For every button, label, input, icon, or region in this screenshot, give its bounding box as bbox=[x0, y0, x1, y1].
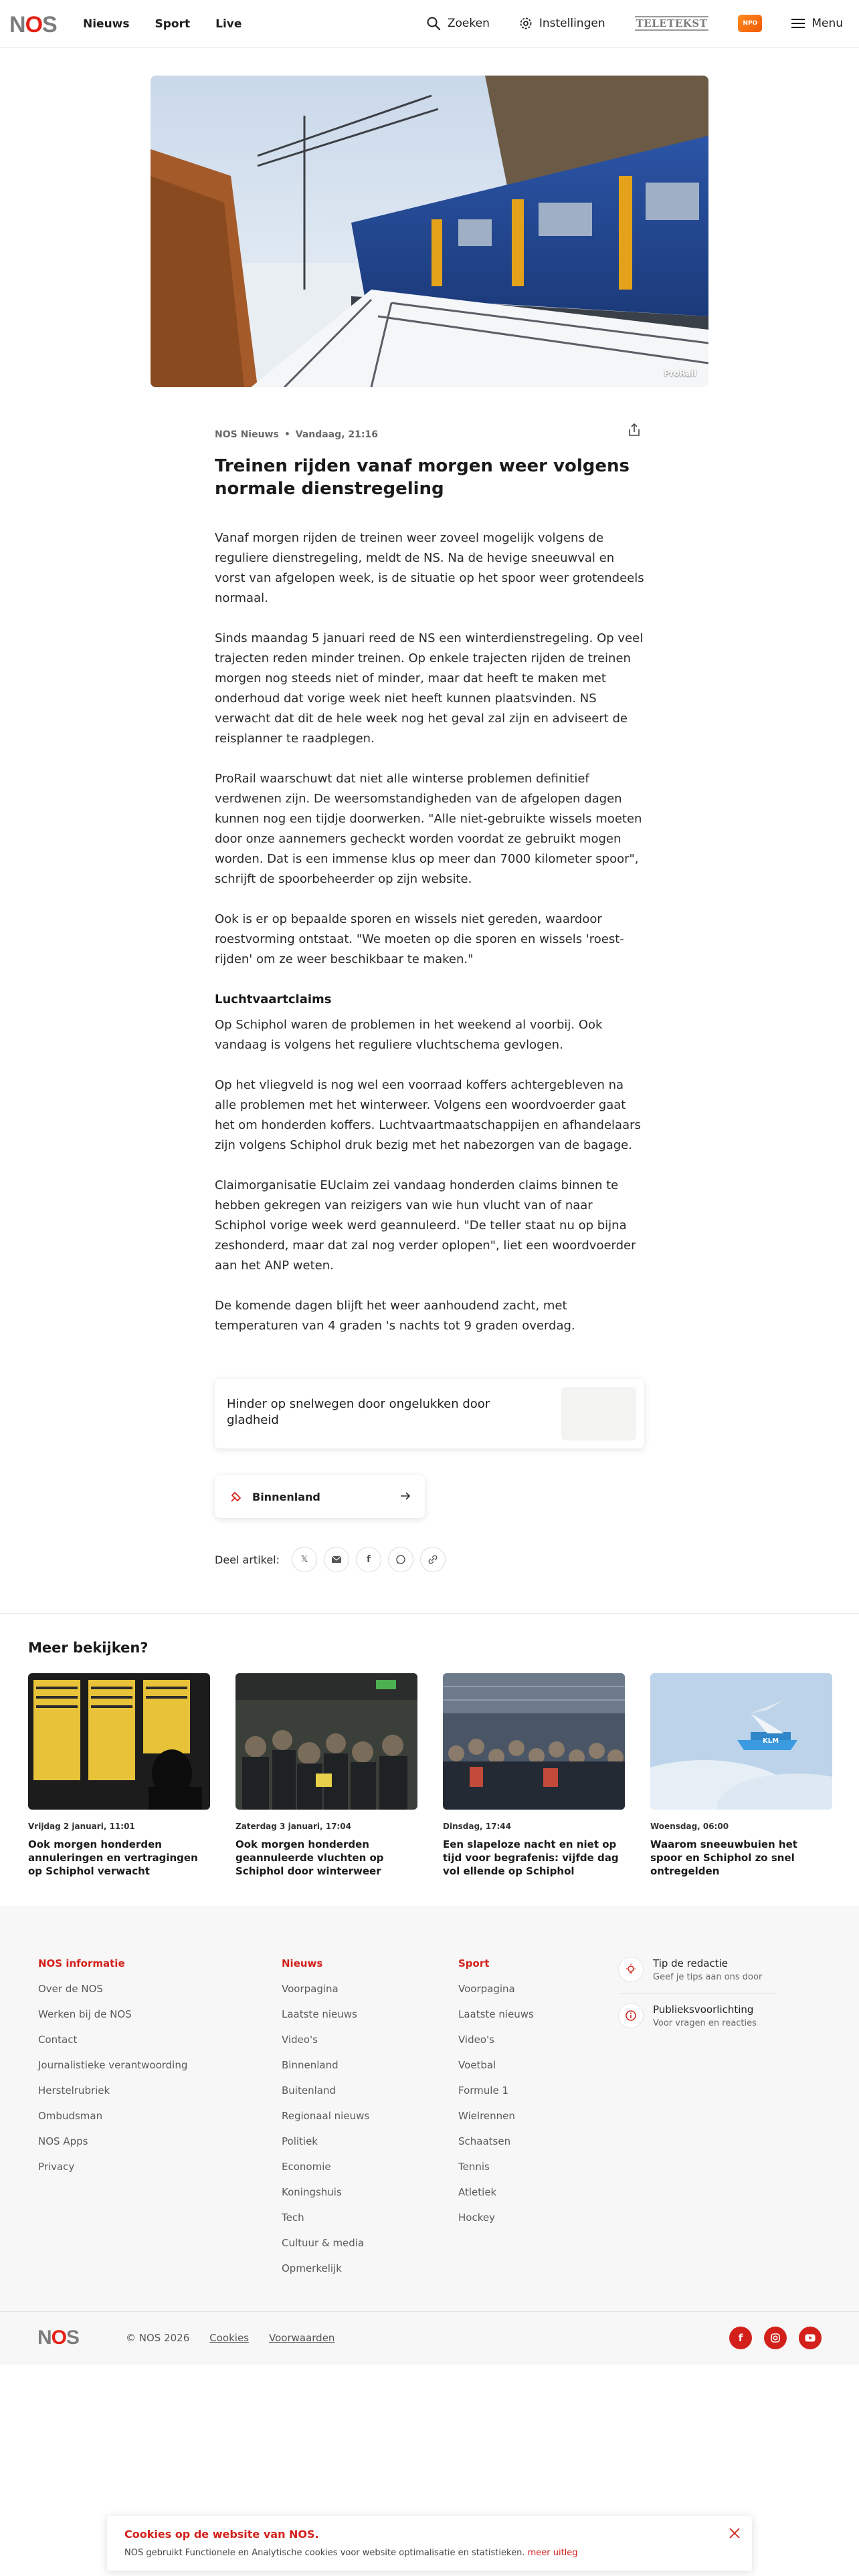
footer-link[interactable]: Buitenland bbox=[282, 2084, 336, 2097]
info-icon bbox=[618, 2003, 644, 2028]
footer-link[interactable]: Atletiek bbox=[458, 2186, 497, 2198]
more-card[interactable] bbox=[28, 1673, 210, 1878]
share-facebook-button[interactable] bbox=[356, 1547, 381, 1572]
related-article-thumbnail bbox=[561, 1387, 636, 1440]
cookies-link[interactable]: Cookies bbox=[209, 2332, 249, 2344]
footer-link[interactable]: Formule 1 bbox=[458, 2084, 508, 2097]
settings-button[interactable] bbox=[519, 17, 605, 30]
footer-link[interactable]: Economie bbox=[282, 2161, 331, 2173]
article-paragraph: De komende dagen blijft het weer aanhoudend zacht, met temperaturen van 4 graden 's nachts tot 9 graden overdag. bbox=[215, 1299, 575, 1333]
footer-link[interactable]: Werken bij de NOS bbox=[38, 2008, 132, 2020]
search-label: Zoeken bbox=[447, 17, 490, 30]
tag-binnenland-button[interactable] bbox=[215, 1475, 425, 1518]
more-card[interactable] bbox=[443, 1673, 625, 1878]
footer-link[interactable]: Hockey bbox=[458, 2212, 495, 2224]
meta-separator: • bbox=[284, 429, 290, 440]
article-paragraph: Claimorganisatie EUclaim zei vandaag honderden claims binnen te hebben gekregen van reizigers van wie hun vlucht van of naar Schiphol vorige week werd geannuleerd. "De teller staat nu op bijna zeshonderd, maar dat zal nog verder oplopen", liet een woordvoerder aan het ANP weten. bbox=[215, 1178, 636, 1273]
more-card-image bbox=[28, 1673, 210, 1810]
site-footer bbox=[0, 1906, 859, 2311]
npo-logo[interactable]: NPO bbox=[738, 15, 762, 32]
footer-link[interactable]: Video's bbox=[458, 2034, 494, 2046]
footer-link[interactable]: Laatste nieuws bbox=[282, 2008, 357, 2020]
share-link-button[interactable] bbox=[420, 1547, 446, 1572]
footer-link[interactable]: Privacy bbox=[38, 2161, 75, 2173]
footer-link[interactable]: Politiek bbox=[282, 2135, 318, 2147]
photo-credit: ProRail bbox=[664, 368, 696, 378]
article-timestamp: Vandaag, 21:16 bbox=[295, 429, 378, 440]
share-label: Deel artikel: bbox=[215, 1553, 280, 1566]
cookie-banner bbox=[107, 2516, 752, 2571]
hero-image bbox=[151, 76, 708, 387]
tag-icon bbox=[229, 1490, 243, 1503]
footer-link[interactable]: Tech bbox=[282, 2212, 304, 2224]
contact-subtitle: Geef je tips aan ons door bbox=[653, 1972, 763, 1982]
more-card-image bbox=[650, 1673, 832, 1810]
article-paragraph: Op Schiphol waren de problemen in het weekend al voorbij. Ook vandaag is volgens het reguliere vluchtschema gevlogen. bbox=[215, 1018, 603, 1052]
nav-live[interactable]: Live bbox=[215, 17, 242, 31]
header-actions bbox=[426, 15, 843, 32]
whatsapp-icon bbox=[395, 1554, 406, 1565]
footer-link[interactable]: Voorpagina bbox=[282, 1983, 339, 1995]
more-card-title: Een slapeloze nacht en niet op tijd voor begrafenis: vijfde dag vol ellende op Schiphol bbox=[443, 1838, 619, 1877]
more-card-date: Zaterdag 3 januari, 17:04 bbox=[235, 1822, 351, 1831]
article-subheading: Luchtvaartclaims bbox=[215, 992, 332, 1006]
footer-col-sport bbox=[458, 1957, 534, 2236]
nos-logo[interactable]: NOS bbox=[9, 12, 57, 37]
article-paragraph: Op het vliegveld is nog wel een voorraad koffers achtergebleven na alle problemen met het winterweer. Volgens een woordvoerder gaat het om honderden koffers. Luchtvaartmaatschappijen en afhandelaars zijn volgens Schiphol druk bezig met het nabezorgen van de bagage. bbox=[215, 1078, 641, 1152]
related-article-card[interactable] bbox=[215, 1379, 644, 1448]
footer-link[interactable]: Binnenland bbox=[282, 2059, 339, 2071]
footer-link[interactable]: Wielrennen bbox=[458, 2110, 515, 2122]
footer-link[interactable]: Journalistieke verantwoording bbox=[38, 2059, 188, 2071]
footer-col-nieuws bbox=[282, 1957, 369, 2287]
footer-link[interactable]: Cultuur & media bbox=[282, 2237, 365, 2249]
footer-link[interactable]: Over de NOS bbox=[38, 1983, 103, 1995]
share-x-button[interactable] bbox=[292, 1547, 317, 1572]
footer-link[interactable]: Video's bbox=[282, 2034, 318, 2046]
search-button[interactable] bbox=[426, 16, 490, 31]
share-row bbox=[215, 1546, 452, 1573]
article-paragraph: Vanaf morgen rijden de treinen weer zoveel mogelijk volgens de reguliere dienstregeling, meldt de NS. Na de hevige sneeuwval en vorst van afgelopen week, is de situatie op het spoor weer grotendeels normaal. bbox=[215, 531, 644, 605]
publieksvoorlichting-link[interactable] bbox=[618, 2003, 776, 2039]
footer-col-title: Nieuws bbox=[282, 1957, 323, 1969]
footer-link[interactable]: Ombudsman bbox=[38, 2110, 103, 2122]
footer-link[interactable]: Herstelrubriek bbox=[38, 2084, 110, 2097]
main-nav bbox=[83, 16, 242, 32]
close-icon[interactable] bbox=[727, 2525, 743, 2541]
voorwaarden-link[interactable]: Voorwaarden bbox=[269, 2332, 335, 2344]
instagram-icon[interactable] bbox=[764, 2327, 787, 2349]
share-icon bbox=[627, 423, 642, 437]
youtube-icon[interactable] bbox=[799, 2327, 822, 2349]
gear-icon bbox=[519, 17, 533, 30]
contact-title: Publieksvoorlichting bbox=[653, 2004, 754, 2016]
more-card-title: Ook morgen honderden annuleringen en vertragingen op Schiphol verwacht bbox=[28, 1838, 198, 1877]
share-button[interactable] bbox=[624, 420, 644, 440]
section-divider bbox=[0, 1613, 859, 1614]
related-article-title: Hinder op snelwegen door ongelukken door gladheid bbox=[227, 1397, 490, 1427]
more-card-date: Woensdag, 06:00 bbox=[650, 1822, 729, 1831]
lightbulb-icon bbox=[618, 1957, 644, 1982]
contact-subtitle: Voor vragen en reacties bbox=[653, 2018, 757, 2028]
more-card-date: Vrijdag 2 januari, 11:01 bbox=[28, 1822, 135, 1831]
teletekst-link[interactable]: TELETEKST bbox=[636, 17, 708, 29]
footer-bottom-bar bbox=[0, 2311, 859, 2365]
facebook-icon[interactable]: f bbox=[729, 2327, 752, 2349]
search-icon bbox=[426, 16, 441, 31]
tip-redactie-link[interactable] bbox=[618, 1957, 776, 1994]
more-card-title: Waarom sneeuwbuien het spoor en Schiphol zo snel ontregelden bbox=[650, 1838, 797, 1877]
link-icon bbox=[427, 1554, 438, 1565]
footer-link[interactable]: Contact bbox=[38, 2034, 78, 2046]
x-icon: 𝕏 bbox=[300, 1554, 308, 1565]
more-card-date: Dinsdag, 17:44 bbox=[443, 1822, 511, 1831]
footer-col-nos-informatie bbox=[38, 1957, 187, 2185]
footer-nos-logo[interactable]: NOS bbox=[37, 2327, 80, 2349]
footer-link[interactable]: Voorpagina bbox=[458, 1983, 515, 1995]
footer-contact bbox=[618, 1957, 776, 2048]
more-card-image bbox=[443, 1673, 625, 1810]
footer-link[interactable]: Voetbal bbox=[458, 2059, 496, 2071]
cookie-more-link[interactable]: meer uitleg bbox=[527, 2548, 578, 2558]
footer-link[interactable]: Laatste nieuws bbox=[458, 2008, 534, 2020]
menu-label: Menu bbox=[812, 17, 843, 30]
article-meta bbox=[215, 428, 644, 441]
menu-button[interactable] bbox=[791, 17, 843, 30]
social-links bbox=[729, 2327, 822, 2349]
article-paragraph: Sinds maandag 5 januari reed de NS een winterdienstregeling. Op veel trajecten reden minder treinen. Op enkele trajecten rijden de treinen morgen nog steeds niet of minder, maar dat heeft te maken met onderhoud dat vorige week niet heeft kunnen plaatsvinden. NS verwacht dat dit de hele week nog het geval zal zijn en adviseert de reisplanner te raadplegen. bbox=[215, 631, 644, 746]
footer-link[interactable]: Opmerkelijk bbox=[282, 2262, 342, 2274]
more-card-title: Ook morgen honderden geannuleerde vluchten op Schiphol door winterweer bbox=[235, 1838, 384, 1877]
facebook-icon: f bbox=[366, 1554, 371, 1565]
share-whatsapp-button[interactable] bbox=[388, 1547, 413, 1572]
more-section-title: Meer bekijken? bbox=[28, 1640, 149, 1656]
more-card-image bbox=[235, 1673, 417, 1810]
more-card[interactable] bbox=[650, 1673, 832, 1878]
cookie-title: Cookies op de website van NOS. bbox=[124, 2528, 319, 2541]
cookie-text bbox=[124, 2548, 578, 2558]
arrow-right-icon bbox=[399, 1490, 411, 1502]
footer-link[interactable]: Regionaal nieuws bbox=[282, 2110, 370, 2122]
site-header bbox=[0, 0, 859, 48]
more-card[interactable] bbox=[235, 1673, 417, 1878]
footer-legal-links bbox=[126, 2332, 335, 2344]
contact-title: Tip de redactie bbox=[653, 1957, 728, 1969]
footer-link[interactable]: Schaatsen bbox=[458, 2135, 511, 2147]
mail-icon bbox=[331, 1555, 342, 1564]
footer-link[interactable]: Tennis bbox=[458, 2161, 490, 2173]
article-source: NOS Nieuws bbox=[215, 429, 279, 440]
settings-label: Instellingen bbox=[539, 17, 605, 30]
svg-text:KLM: KLM bbox=[763, 1737, 779, 1745]
nav-sport[interactable]: Sport bbox=[155, 17, 191, 31]
footer-col-title: NOS informatie bbox=[38, 1957, 125, 1969]
article bbox=[215, 428, 644, 1336]
cookie-description: NOS gebruikt Functionele en Analytische cookies voor website optimalisatie en statistieken. bbox=[124, 2548, 525, 2558]
hamburger-icon bbox=[791, 18, 805, 29]
tag-label: Binnenland bbox=[252, 1490, 320, 1503]
article-paragraph: ProRail waarschuwt dat niet alle winterse problemen definitief verdwenen zijn. De weersomstandigheden van de afgelopen dagen kunnen nog een tijdje doorwerken. "Alle niet-gebruikte wissels moeten door onze aannemers gecheckt worden voordat ze gebruikt mogen worden. Dat is een immense klus op meer dan 7000 kilometer spoor", schrijft de spoorbeheerder op zijn website. bbox=[215, 772, 642, 886]
footer-link[interactable]: NOS Apps bbox=[38, 2135, 88, 2147]
footer-col-title: Sport bbox=[458, 1957, 490, 1969]
copyright: © NOS 2026 bbox=[126, 2332, 190, 2344]
share-email-button[interactable] bbox=[324, 1547, 349, 1572]
article-title: Treinen rijden vanaf morgen weer volgens normale dienstregeling bbox=[215, 456, 630, 499]
footer-link[interactable]: Koningshuis bbox=[282, 2186, 342, 2198]
article-paragraph: Ook is er op bepaalde sporen en wissels niet gereden, waardoor roestvorming ontstaat. "We moeten op die sporen en wissels 'roest-rijden' om ze weer beschikbaar te maken." bbox=[215, 912, 624, 966]
nav-nieuws[interactable]: Nieuws bbox=[83, 17, 130, 31]
